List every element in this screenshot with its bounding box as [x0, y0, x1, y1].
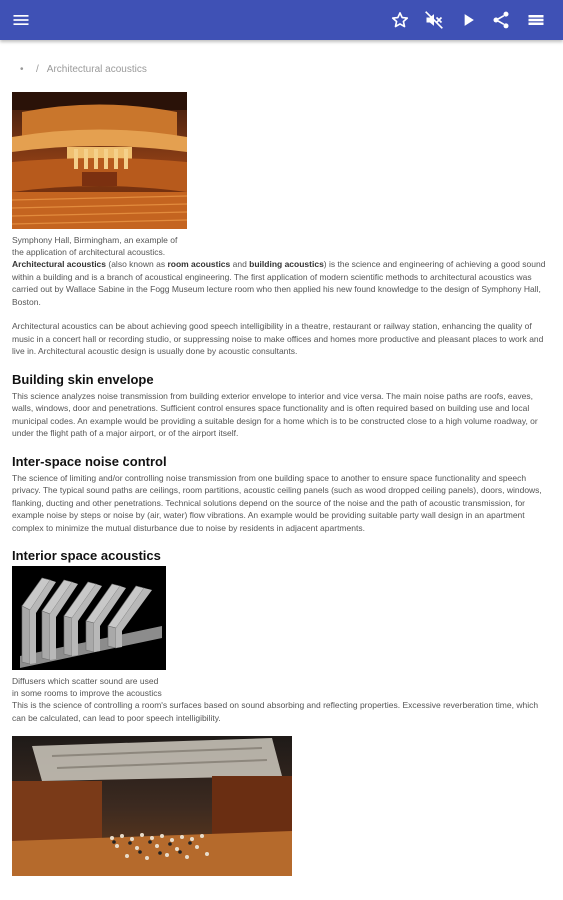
symphony-hall-image[interactable] — [12, 92, 187, 229]
term-building-acoustics[interactable]: building acoustics — [249, 259, 324, 269]
volume-off-icon[interactable] — [422, 8, 446, 32]
app-toolbar — [0, 0, 563, 40]
section-text-envelope: This science analyzes noise transmission from building exterior envelope to interior and vice versa. The main noise paths are roofs, eaves, walls, windows, door and penetrations. Sufficient control ensures space functionality and is often required based on building use and local municipal codes. An example would be providing a suitable design for a home which is to be constructed close to a high volume roadway, or under the flight path of a major airport, or of the airport itself. — [12, 390, 538, 438]
section-heading-envelope: Building skin envelope — [12, 371, 154, 387]
term-room-acoustics[interactable]: room acoustics — [167, 259, 231, 269]
intro-paragraph-2: Architectural acoustics can be about achieving good speech intelligibility in a theatre, restaurant or railway station, enhancing the quality of music in a concert hall or recording studio, or suppressing noise to make offices and homes more productive and pleasant places to work and live in. Architectural acoustic design is usually done by acoustic consultants. — [12, 321, 544, 356]
star-outline-icon[interactable] — [388, 8, 412, 32]
intro-text-c: ) is the science and engineering of achieving a good sound within a building and is a branch of acoustical engineering. The first application of modern scientific methods to architectural acoustics was carried out by Wallace Sabine in the Fogg Museum lecture room who then applied his new found knowledge to the design of Symphony Hall, Boston. — [12, 259, 546, 307]
view-list-icon[interactable] — [524, 8, 548, 32]
term-architectural-acoustics[interactable]: Architectural acoustics — [12, 259, 107, 269]
intro-text-a: (also known as — [106, 259, 168, 269]
symphony-hall-caption: Symphony Hall, Birmingham, an example of the application of architectural acoustics. — [12, 235, 178, 257]
breadcrumb-home[interactable]: • — [20, 64, 24, 75]
breadcrumb — [20, 60, 552, 80]
diffuser-image[interactable] — [12, 566, 166, 670]
intro-text-b: and — [230, 259, 250, 269]
intro-paragraph — [12, 258, 552, 308]
breadcrumb-current: Architectural acoustics — [46, 64, 147, 75]
section-heading-interior: Interior space acoustics — [12, 548, 161, 563]
breadcrumb-separator: / — [36, 64, 39, 75]
section-text-interior: This is the science of controlling a room's surfaces based on sound absorbing and reflecting properties. Excessive reverberation time, which can be calculated, can lead to poor speech intelligibility. — [12, 700, 539, 723]
orchestra-hall-image[interactable] — [12, 736, 292, 876]
section-text-interspace: The science of limiting and/or controlling noise transmission from one building space to another to ensure space functionality and speech privacy. The typical sound paths are ceilings, room partitions, acoustic ceiling panels (such as wood dropped ceiling panels), doors, windows, flanking, ducting and other penetrations. Technical solutions depend on the source of the noise and the path of acoustic transmission, for example noise by steps or noise by (air, water) flow vibrations. An example would be providing suitable party wall design in an apartment complex to minimize the mutual disturbance due to noise by residents in adjacent apartments. — [12, 472, 542, 533]
menu-icon[interactable] — [9, 8, 33, 32]
diffuser-caption: Diffusers which scatter sound are used in some rooms to improve the acoustics — [12, 676, 162, 698]
article-content — [12, 60, 552, 876]
share-icon[interactable] — [489, 8, 513, 32]
play-icon[interactable] — [456, 8, 480, 32]
section-heading-interspace: Inter-space noise control — [12, 453, 167, 469]
